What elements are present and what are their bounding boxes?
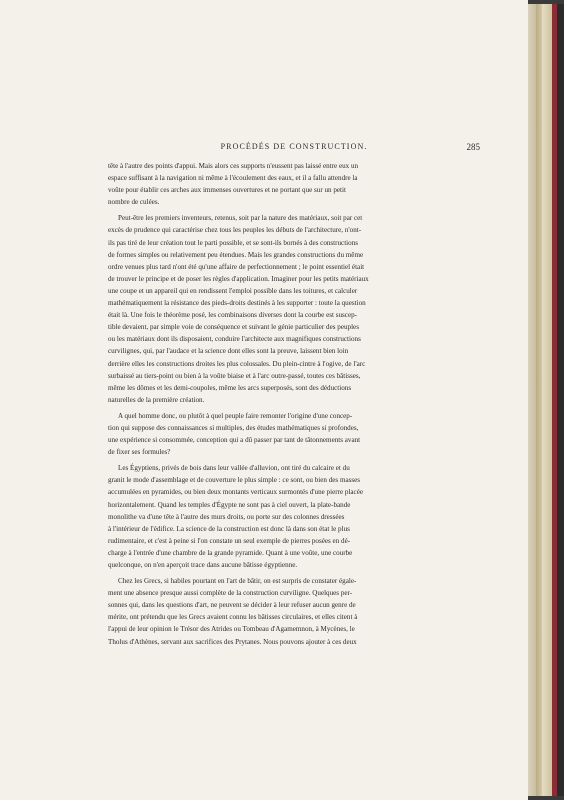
text-line: Tholus d'Athènes, servant aux sacrifices des Prytanes. Nous pouvons ajouter à ces deux <box>108 637 357 646</box>
text-line: de formes simples ou relativement peu étendues. Mais les grandes constructions du même <box>108 250 364 259</box>
text-line: Les Égyptiens, privés de bois dans leur vallée d'alluvion, ont tiré du calcaire et du <box>118 464 350 473</box>
text-line: voûte pour établir ces arches aux immenses ouvertures et ne portant que sur un petit <box>108 186 346 195</box>
paragraph <box>108 410 480 458</box>
text-line: une expérience si consommée, conception qui a dû passer par tant de tâtonnements avant <box>108 436 361 445</box>
text-line: sonnes qui, dans les questions d'art, ne peuvent se décider à leur refuser aucun genre de <box>108 601 356 610</box>
text-line: de trouver le principe et de poser les règles d'application. Imaginer pour les petits matériaux <box>108 274 369 283</box>
text-line: Chez les Grecs, si habiles pourtant en l'art de bâtir, on est surpris de constater égale- <box>118 577 357 586</box>
text-line: ou les matériaux dont ils disposaient, conduire l'architecte aux magnifiques constructions <box>108 335 361 344</box>
text-line: charge à l'entrée d'une chambre de la grande pyramide. Quant à une voûte, une courbe <box>108 548 353 557</box>
text-line: à l'intérieur de l'édifice. La science de la construction est donc là dans son état le plus <box>108 524 350 533</box>
body-text <box>108 160 480 648</box>
text-line: horizontalement. Quand les temples d'Égypte ne sont pas à ciel ouvert, la plate-bande <box>108 500 351 509</box>
text-line: curvilignes, qui, par l'audace et la science dont elles sont la preuve, laissent bien loin <box>108 347 349 356</box>
paragraph <box>108 212 480 406</box>
background-edge <box>557 4 564 796</box>
text-line: A quel homme donc, ou plutôt à quel peuple faire remonter l'origine d'une concep- <box>118 411 353 420</box>
text-line: naturelles de la première création. <box>108 395 205 404</box>
text-line: tête à l'autre des points d'appui. Mais alors ces supports n'eussent pas laissé entre eux un <box>108 162 359 170</box>
text-line: espace suffisant à la navigation ni même à l'écoulement des eaux, et il a fallu attendre la <box>108 174 358 183</box>
text-line: rudimentaire, et c'est à peine si l'on constate un seul exemple de pierres posées en dé- <box>108 536 351 545</box>
text-line: ils pas tiré de leur création tout le parti possible, et se sont-ils bornés à des constructions <box>108 238 358 247</box>
text-line: même les dômes et les demi-coupoles, même les arcs superposés, sont des déductions <box>108 383 352 392</box>
page-edge <box>542 4 552 796</box>
paragraph <box>108 462 480 571</box>
text-line: derrière elles les constructions droites les plus colossales. Du plein-cintre à l'ogive, de l'arc <box>108 359 366 368</box>
text-line: tible devaient, par simple voie de conséquence et suivant le génie particulier des peuples <box>108 323 359 332</box>
text-line: mérite, ont prétendu que les Grecs avaient connu les bâtisses circulaires, et elles citent à <box>108 613 358 622</box>
text-line: une coupe et un appareil qui en rendissent l'emploi possible dans les toitures, et calculer <box>108 286 358 295</box>
text-line: Peut-être les premiers inventeurs, retenus, soit par la nature des matériaux, soit par cet <box>118 214 363 223</box>
text-line: quelconque, on n'en aperçoit trace dans aucune bâtisse égyptienne. <box>108 561 298 569</box>
text-line: mathématiquement la résistance des pieds-droits destinés à les supporter : toute la question <box>108 299 366 308</box>
text-line: monolithe va d'une tête à l'autre des murs droits, ou porte sur des colonnes dressées <box>108 512 345 521</box>
paragraph <box>108 575 480 648</box>
text-line: granit le mode d'assemblage et de couverture le plus simple : ce sont, ou bien des masses <box>108 476 361 485</box>
page-number: 285 <box>466 142 480 152</box>
text-line: de fixer ses formules? <box>108 448 171 457</box>
text-line: surbaissé au tiers-point ou bien à la voûte biaise et à l'arc outre-passé, toutes ces bâtisses, <box>108 371 361 380</box>
text-line: ment une absence presque aussi complète de la construction curviligne. Quelques per- <box>108 589 353 598</box>
text-line: l'appui de leur opinion le Trésor des Atrides ou Tombeau d'Agamemnon, à Mycènes, le <box>108 625 355 634</box>
text-line: accumulées en pyramides, ou bien deux montants verticaux surmontés d'une pierre placée <box>108 488 363 497</box>
text-line: nombre de culées. <box>108 198 160 207</box>
text-line: était là. Une fois le théorème posé, les combinaisons diverses dont la courbe est suscep- <box>108 311 357 320</box>
paragraph <box>108 160 480 208</box>
text-line: excès de prudence qui caractérise chez tous les peuples les débuts de l'architecture, n'ont- <box>108 226 362 235</box>
page-edge <box>528 4 536 796</box>
running-title: PROCÉDÉS DE CONSTRUCTION. <box>220 142 368 151</box>
text-line: ordre venues plus tard n'ont été qu'une affaire de perfectionnement ; le point essentiel était <box>108 262 365 271</box>
text-line: tion qui suppose des connaissances si multiples, des études mathématiques si profondes, <box>108 423 359 432</box>
running-head <box>108 142 480 156</box>
